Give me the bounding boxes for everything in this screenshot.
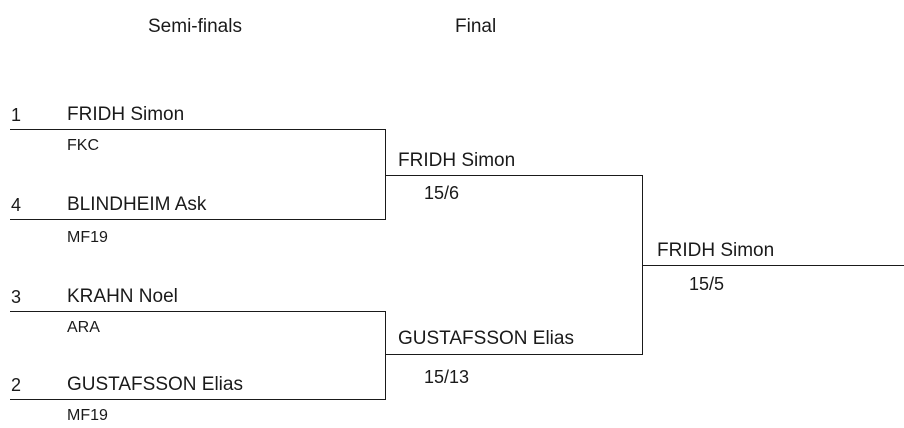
- seed-number: 1: [11, 105, 22, 125]
- fencer-name: FRIDH Simon: [67, 104, 185, 125]
- bout-score: 15/6: [424, 183, 460, 203]
- final-fencer-name: GUSTAFSSON Elias: [398, 328, 574, 349]
- seed-number: 2: [11, 375, 22, 395]
- bracket-line: [386, 354, 642, 355]
- round-header-semifinals: Semi-finals: [148, 16, 242, 37]
- bracket-line: [643, 265, 904, 266]
- seed-number: 4: [11, 195, 22, 215]
- seed-number: 3: [11, 287, 22, 307]
- bracket-connector: [385, 311, 386, 400]
- fencer-club: MF19: [67, 229, 108, 246]
- fencer-club: MF19: [67, 407, 108, 424]
- bracket-line: [386, 175, 642, 176]
- champion-name: FRIDH Simon: [657, 240, 775, 261]
- bracket-line: [10, 219, 385, 220]
- bout-score: 15/13: [424, 367, 470, 387]
- fencer-name: BLINDHEIM Ask: [67, 194, 207, 215]
- fencer-club: FKC: [67, 137, 99, 154]
- fencer-name: KRAHN Noel: [67, 286, 178, 307]
- final-fencer-name: FRIDH Simon: [398, 150, 516, 171]
- bracket-line: [10, 399, 385, 400]
- bracket-line: [10, 311, 385, 312]
- round-header-final: Final: [455, 16, 497, 37]
- fencer-club: ARA: [67, 319, 100, 336]
- fencer-name: GUSTAFSSON Elias: [67, 374, 243, 395]
- bracket-line: [10, 129, 385, 130]
- bout-score: 15/5: [689, 274, 725, 294]
